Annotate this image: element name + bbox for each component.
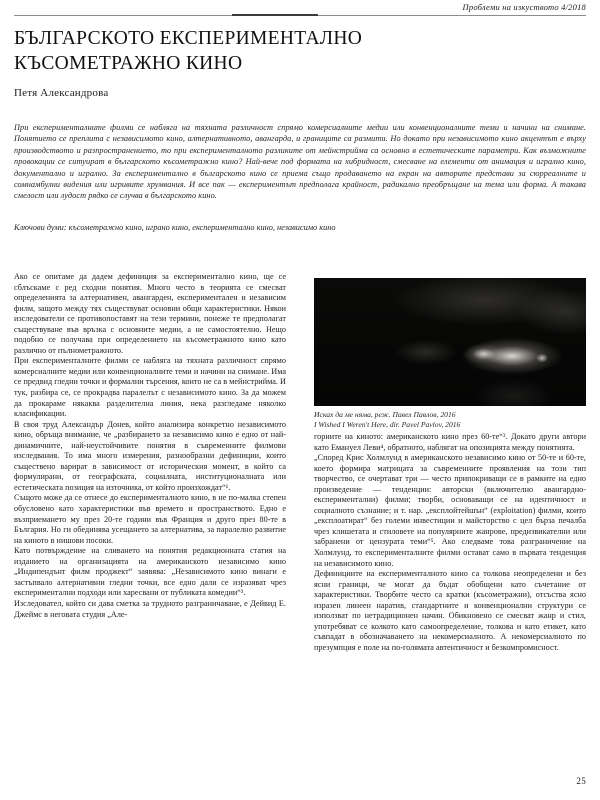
- figure: [314, 278, 586, 429]
- author-name: Петя Александрова: [14, 87, 109, 99]
- running-head: [14, 2, 586, 20]
- keywords-label: Ключови думи:: [14, 223, 67, 232]
- paragraph: Като потвърждение на сливането на понятия редакционната статия на изданието на организацията на американското независимо кино „Индипендънт филм проджект“ заявява: „Независимото кино винаги е застъпвало алтернативни гледни точки, все едно дали се изразяват чрез експериментални подходи или харесвани от публиката комедии“².: [14, 546, 286, 598]
- running-head-text: Проблеми на изкуството 4/2018: [462, 2, 586, 12]
- paragraph: В своя труд Александър Донев, който анализира конкретно независимото кино, обръща внимание, че „разбирането за независимо кино е едно от най-динамичните, най-неустойчивите понятия в съвременните филмови изследвания. То има много измерения, разнообразни дефиниции, които съществено варират в зависимост от историческия момент, в който са формулирани, от географската, социалната, институционалната или естетическата позиция на източника, от който произхождат“¹.: [14, 419, 286, 492]
- figure-caption: [314, 410, 586, 429]
- film-still-photo: [314, 278, 586, 406]
- paragraph: Дефинициите на експерименталното кино са толкова неопределени и без ясни граници, че могат да бъдат обобщени като съчетание от характеристики. Творбите често са кратки (късометражни), отсъства ясно изразен линеен наратив, стандартните и конвенционални структури се използват по нетрадиционен начин. Обикновено се смесват жанр и стил, употребяват се колкото като самоопределение, толкова и като етикет, като съвпадат в обозначаването на некомерсиалното. А некомерсиалното по презумпция е поле на по-голямата автентичност и безкомпромисност.: [314, 569, 586, 652]
- paragraph: гориите на киното: американското кино през 60-те“³. Докато други автори като Емануел Леви⁴, обратното, наблягат на опозицията между понятията.: [314, 432, 586, 452]
- header-rule-accent: [232, 14, 318, 16]
- paragraph: При експерименталните филми се набляга на тяхната различност спрямо комерсиалните медии или конвенционалните теми и начини на снимане. Има се предвид гледни точки и формални търсения, които не са в мейнстрийма. И тук, разбира се, се прокрадва паралелът с независимото кино. За да можем да прокараме някаква разделителна линия, нека разгледаме няколко класификации.: [14, 356, 286, 419]
- paragraph: „Според Крис Холмлунд в американското независимо кино от 50-те и 60-те, което формира матрицата за съвременните проявления на този тип творчество, се очертават три — често припокриващи се в рамките на едно произведение — тенденции: авторски (включително авангардно-експериментални) филми; творби, основаващи се на идентичност и социалното съзнание; и т. нар. „експлойтейшън“ (exploitation) филми, които „експлоатират“ без големи инвестиции и майсторство с цел бърза печалба чрез клишетата и стиловете на популярните жанрове, предизвикателни или забранени от цензурата теми“⁵. Ако следваме това разграничение на Холмлунд, то експерименталните филми остават само в първата тенденция на независимото кино.: [314, 453, 586, 568]
- page-title: [14, 26, 586, 76]
- abstract-text: При експерименталните филми се набляга на тяхната различност спрямо комерсиалните медии или конвенционалните теми и начини на снимане. Понятието се преплита с независимото кино, алтернативното, авангарда, и границите са размити. Но докато при независимото кино акцентът е върху производството и разпространението, то при експерименталното разликите от мейнстрийма са основно в естетическите параметри. Как възможните провокации се ситуират в българското късометражно кино? Най-вече под формата на хибридност, смесване на елементи от анимация и игрално кино, документално и игрално. За експериментално в българското кино се приема също продаването на екран на авторите представи за сюрреалните и сомнамбулни видения или игривите хрумвания. И все пак — експериментът предполага крайност, радикално преобръщане на тема или форма. А такава смелост или лудост рядко се случва в българското кино.: [14, 123, 586, 201]
- paragraph: Ако се опитаме да дадем дефиниция за експериментално кино, ще се сблъскаме с ред сходни понятия. Много често в теорията се смесват определенията за алтернативен, авангарден, експериментален и независим филм, защото между тях съществуват основни общи характеристики. Някои изследователи се противопоставят на тези термини, понеже те предполагат съществуване във връзка с основните медии, а не самостоятелно. Нещо подобно се получава при определението на късометражното кино като различно от пълнометражното.: [14, 272, 286, 355]
- title-block: [14, 26, 586, 99]
- paragraph: Изследовател, който си дава сметка за трудното разграничаване, е Дейвид Е. Джеймс в неговата студия „Але-: [14, 598, 286, 619]
- caption-english: I Wished I Weren't Here, dir. Pavel Pavlov, 2016: [314, 419, 461, 429]
- page-number: 25: [576, 776, 586, 786]
- body-columns: [14, 272, 586, 772]
- title-line-2: КЪСОМЕТРАЖНО КИНО: [14, 53, 243, 74]
- keywords-values: късометражно кино, играно кино, експериментално кино, независимо кино: [68, 223, 336, 232]
- keywords-line: [14, 222, 586, 233]
- paragraph: Същото може да се отнесе до експерименталното кино, в не по-малка степен обусловено като характеристики във времето и пространството. Едно е възприемането му през 20-те години във Франция и друго през 80-те в България. Но ги обединява усещането за алтернатива, за паралелно развитие на киното в нишови посоки.: [14, 493, 286, 545]
- title-line-1: БЪЛГАРСКОТО ЕКСПЕРИМЕНТАЛНО: [14, 28, 363, 49]
- right-column: [314, 432, 586, 653]
- caption-bulgarian: Исках да ме няма, реж. Павел Павлов, 2016: [314, 410, 456, 419]
- left-column: [14, 272, 286, 620]
